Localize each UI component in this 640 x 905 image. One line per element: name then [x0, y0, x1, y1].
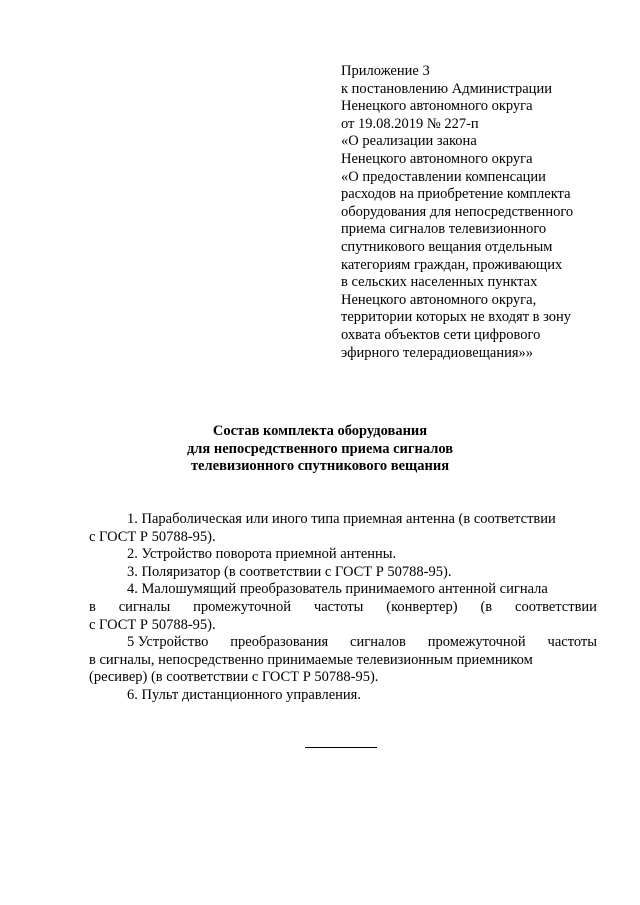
- list-item-receiver: [89, 634, 597, 687]
- end-divider: [305, 747, 377, 748]
- item-justified-line: [89, 599, 597, 617]
- word: преобразования: [230, 634, 329, 651]
- word: сигналов: [350, 634, 406, 651]
- word: частоты: [547, 634, 597, 651]
- word: сигналы: [118, 598, 171, 615]
- word: 5 Устройство: [127, 634, 209, 651]
- appendix-line: к постановлению Администрации: [341, 80, 552, 97]
- appendix-line: Ненецкого автономного округа,: [341, 291, 537, 308]
- word: в: [89, 598, 96, 615]
- word: (конвертер): [386, 598, 458, 615]
- item-text: 1. Параболическая или иного типа приемная антенна (в соответствии: [127, 511, 556, 527]
- appendix-line: приема сигналов телевизионного: [341, 221, 547, 238]
- appendix-line: «О предоставлении компенсации: [341, 168, 546, 185]
- title-line: для непосредственного приема сигналов: [186, 440, 454, 457]
- appendix-line: категориям граждан, проживающих: [341, 256, 563, 273]
- list-item-polarizer: 3. Поляризатор (в соответствии с ГОСТ Р 50788-95).: [127, 563, 452, 580]
- item-text: 4. Малошумящий преобразователь принимаемого антенной сигнала: [127, 581, 548, 598]
- appendix-line: Ненецкого автономного округа: [341, 98, 533, 115]
- word: промежуточной: [427, 634, 526, 651]
- word: (в: [480, 598, 493, 615]
- item-text: (ресивер) (в соответствии с ГОСТ Р 50788-95).: [89, 669, 379, 686]
- appendix-line: охвата объектов сети цифрового: [341, 326, 541, 343]
- document-title: [0, 423, 640, 476]
- appendix-line: территории которых не входят в зону: [341, 309, 572, 326]
- appendix-line: Ненецкого автономного округа: [341, 150, 533, 167]
- appendix-line: расходов на приобретение комплекта: [341, 186, 571, 203]
- word: промежуточной: [193, 598, 292, 615]
- word: соответствии: [515, 598, 597, 615]
- appendix-line: Приложение 3: [341, 63, 430, 79]
- equipment-list: [89, 511, 597, 705]
- item-justified-line: [89, 634, 597, 652]
- appendix-line: оборудования для непосредственного: [341, 203, 574, 220]
- appendix-line: от 19.08.2019 № 227-п: [341, 115, 479, 132]
- word: частоты: [313, 598, 364, 615]
- item-text: с ГОСТ Р 50788-95).: [89, 528, 216, 545]
- appendix-header: [341, 63, 611, 362]
- item-text: с ГОСТ Р 50788-95).: [89, 616, 216, 633]
- appendix-line: «О реализации закона: [341, 133, 477, 150]
- list-item-remote-control: 6. Пульт дистанционного управления.: [127, 686, 361, 703]
- appendix-line: эфирного телерадиовещания»»: [341, 344, 534, 361]
- item-text: в сигналы, непосредственно принимаемые телевизионным приемником: [89, 651, 533, 668]
- title-line: Состав комплекта оборудования: [212, 423, 428, 439]
- appendix-line: спутникового вещания отдельным: [341, 238, 553, 255]
- list-item-converter: [89, 581, 597, 634]
- appendix-line: в сельских населенных пунктах: [341, 274, 538, 291]
- list-item-rotator: 2. Устройство поворота приемной антенны.: [127, 546, 397, 563]
- title-line: телевизионного спутникового вещания: [190, 458, 450, 475]
- list-item-antenna: [89, 511, 597, 546]
